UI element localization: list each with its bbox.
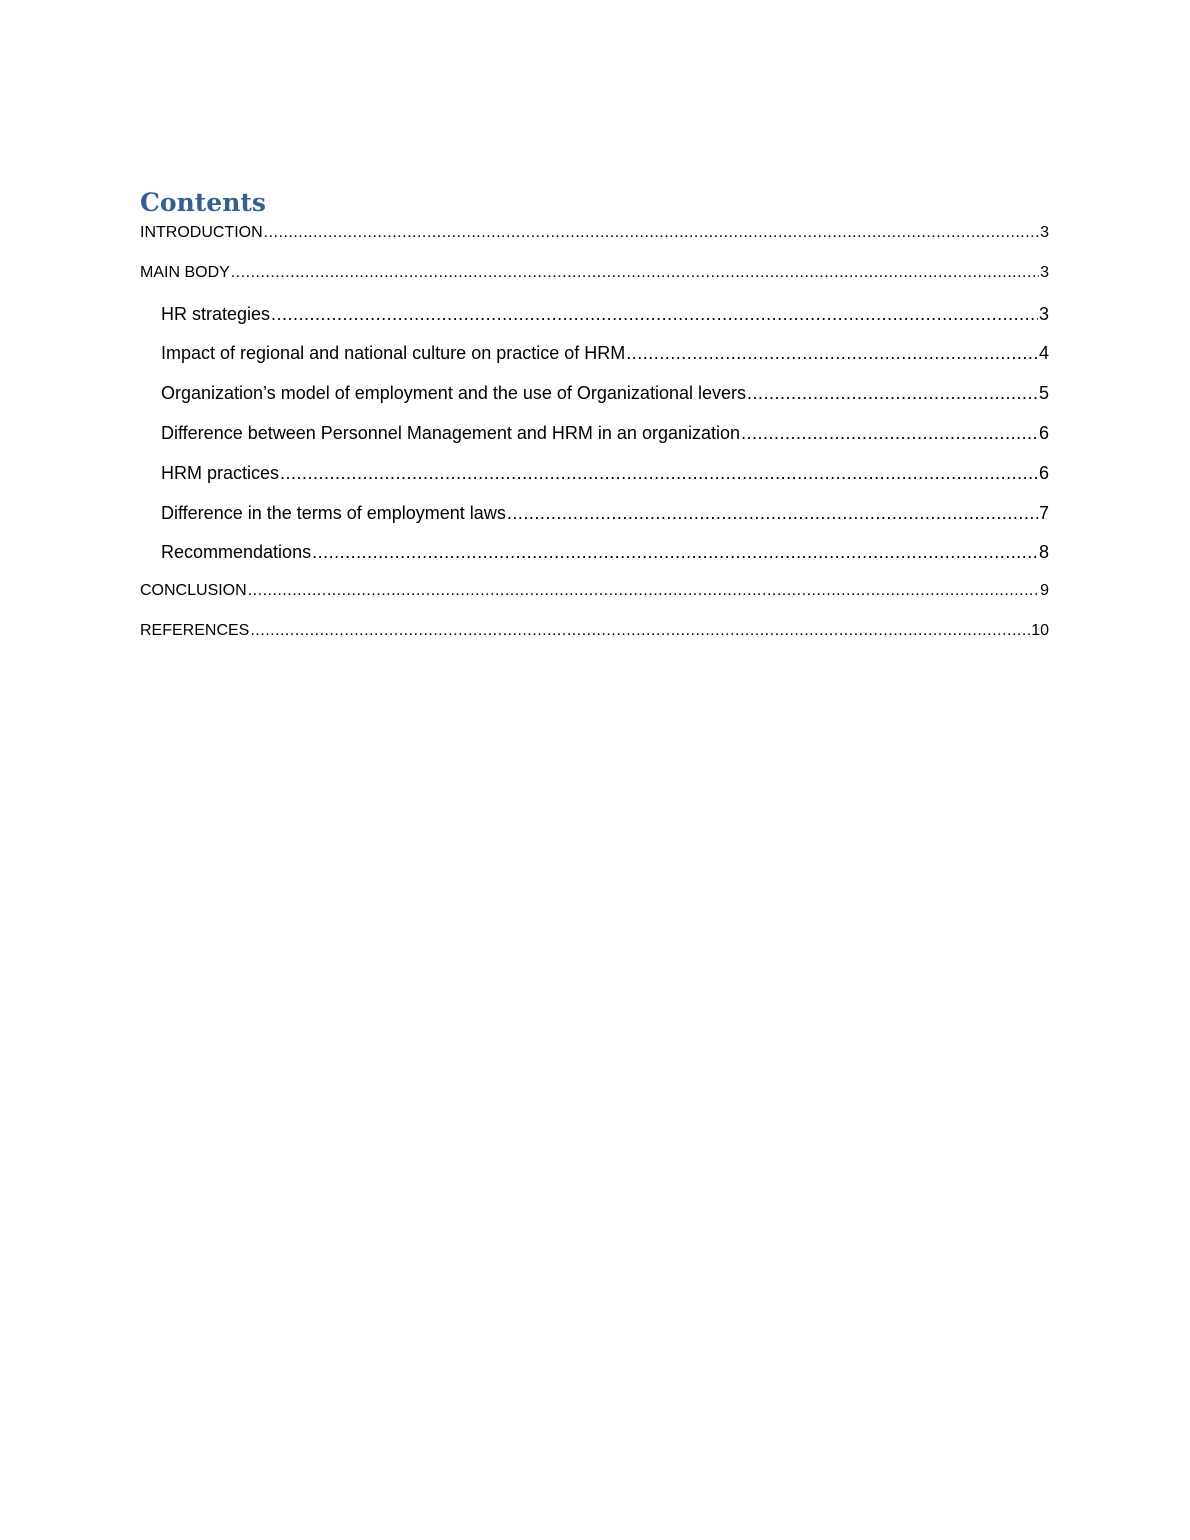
toc-entry-hrm-practices[interactable] [140, 463, 1049, 503]
toc-entry-main-body[interactable] [140, 264, 1049, 304]
toc-entry-label: Difference in the terms of employment laws [161, 502, 506, 523]
toc-dot-leader [312, 542, 1038, 563]
toc-entry-page-number: 3 [1040, 224, 1049, 241]
toc-dot-leader [264, 224, 1039, 242]
toc-dot-leader [741, 423, 1038, 444]
toc-entry-label: Difference between Personnel Management and HRM in an organization [161, 422, 741, 443]
toc-dot-leader [248, 582, 1039, 600]
toc-list [140, 224, 1049, 662]
toc-entry-page-number: 3 [1040, 263, 1049, 281]
toc-entry-page-number: 4 [1038, 343, 1049, 364]
toc-dot-leader [250, 622, 1030, 640]
toc-dot-leader [280, 463, 1038, 484]
toc-entry-label: HR strategies [161, 303, 271, 324]
toc-dot-leader [231, 264, 1039, 282]
toc-entry-page-number: 6 [1038, 422, 1049, 443]
toc-entry-recommendations[interactable] [140, 542, 1049, 582]
toc-entry-references[interactable] [140, 622, 1049, 662]
toc-entry-label: REFERENCES [140, 621, 250, 639]
toc-entry-page-number: 7 [1038, 502, 1049, 523]
toc-entry-label: Impact of regional and national culture on practice of HRM [161, 343, 626, 364]
toc-dot-leader [271, 304, 1038, 325]
toc-entry-label: Recommendations [161, 542, 312, 563]
toc-entry-page-number: 5 [1038, 383, 1049, 404]
toc-entry-employment-model[interactable] [140, 383, 1049, 423]
toc-entry-employment-laws[interactable] [140, 503, 1049, 543]
toc-heading: Contents [140, 188, 267, 217]
toc-dot-leader [747, 383, 1038, 404]
document-page [140, 186, 1049, 662]
toc-entry-page-number: 3 [1038, 303, 1049, 324]
toc-entry-label: HRM practices [161, 462, 280, 483]
toc-entry-page-number: 6 [1038, 462, 1049, 483]
toc-entry-page-number: 9 [1040, 582, 1049, 600]
toc-entry-page-number: 10 [1031, 621, 1049, 639]
toc-entry-conclusion[interactable] [140, 582, 1049, 622]
toc-entry-label: MAIN BODY [140, 263, 230, 281]
toc-entry-personnel-vs-hrm[interactable] [140, 423, 1049, 463]
toc-entry-regional-national-culture[interactable] [140, 343, 1049, 383]
toc-entry-label: Organization’s model of employment and the use of Organizational levers [161, 383, 746, 404]
toc-entry-label: CONCLUSION [140, 582, 247, 600]
toc-entry-page-number: 8 [1038, 542, 1049, 563]
toc-dot-leader [507, 503, 1038, 524]
toc-entry-introduction[interactable] [140, 224, 1049, 264]
toc-entry-label: INTRODUCTION [140, 224, 263, 241]
toc-dot-leader [626, 343, 1038, 364]
toc-entry-hr-strategies[interactable] [140, 304, 1049, 344]
